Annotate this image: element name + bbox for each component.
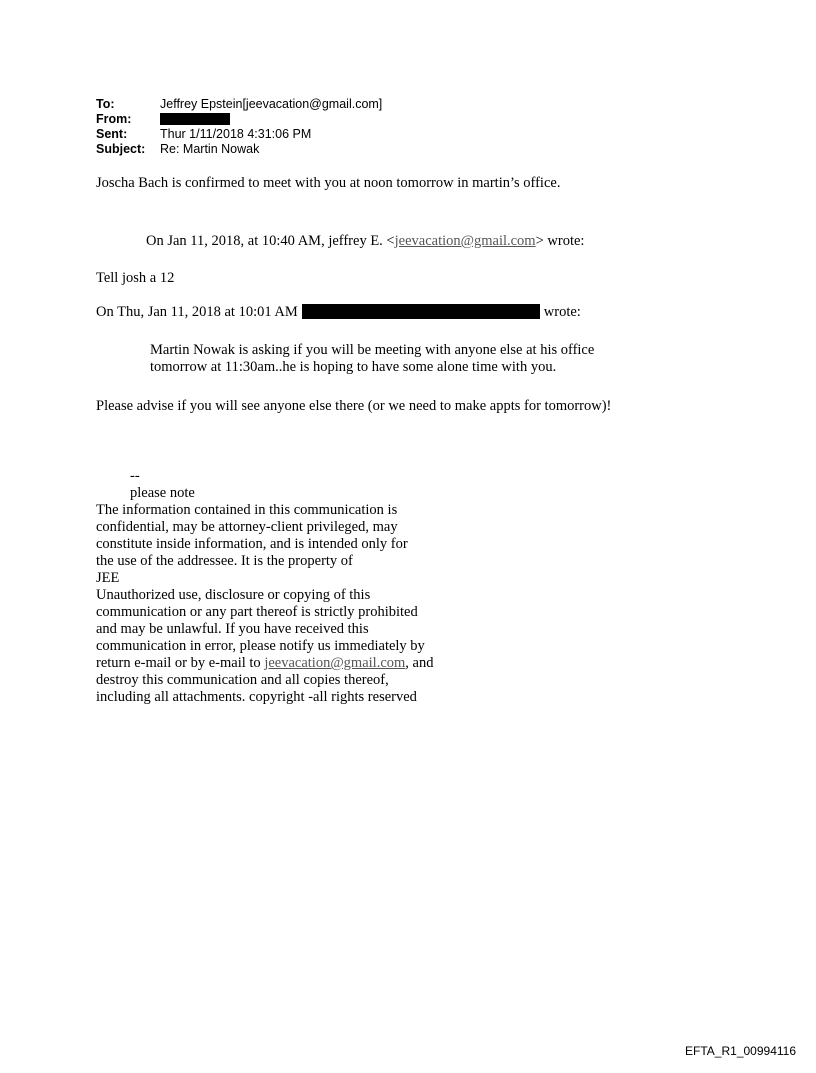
disclaimer-line: Unauthorized use, disclosure or copying of this [96, 587, 371, 603]
quoted-message [150, 342, 594, 376]
from-row [96, 112, 382, 127]
signature-dashes: -- [130, 468, 140, 484]
disclaimer-line: JEE [96, 570, 120, 586]
sender-redaction [302, 304, 540, 319]
disclaimer-line: constitute inside information, and is intended only for [96, 536, 408, 552]
second-intro-pre: On Thu, Jan 11, 2018 at 10:01 AM [96, 304, 298, 320]
subject-value: Re: Martin Nowak [160, 142, 260, 156]
body-line1: Joscha Bach is confirmed to meet with you at noon tomorrow in martin’s office. [96, 175, 561, 191]
to-label: To: [96, 97, 115, 111]
second-intro [96, 304, 581, 321]
quote-line1: Martin Nowak is asking if you will be meeting with anyone else at his office [150, 342, 595, 358]
disclaimer-line: the use of the addressee. It is the property of [96, 553, 353, 569]
reply-text: Tell josh a 12 [96, 270, 175, 286]
quoted-intro [146, 233, 584, 250]
from-redaction [160, 113, 230, 125]
quote-line2: tomorrow at 11:30am..he is hoping to have some alone time with you. [150, 359, 557, 375]
document-id: EFTA_R1_00994116 [685, 1044, 796, 1058]
disclaimer-return-line [96, 655, 433, 672]
return-pre: return e-mail or by e-mail to [96, 655, 265, 671]
second-intro-post: wrote: [543, 304, 581, 320]
quoted-intro-pre: On Jan 11, 2018, at 10:40 AM, jeffrey E. < [146, 233, 395, 249]
disclaimer-line: confidential, may be attorney-client privileged, may [96, 519, 398, 535]
to-row [96, 97, 382, 112]
disclaimer-line: communication in error, please notify us immediately by [96, 638, 425, 654]
please-note: please note [130, 485, 195, 501]
disclaimer-line: including all attachments. copyright -all rights reserved [96, 689, 417, 705]
disclaimer-line: The information contained in this communication is [96, 502, 398, 518]
quoted-intro-post: > wrote: [535, 233, 585, 249]
from-label: From: [96, 112, 132, 126]
return-email-link[interactable]: jeevacation@gmail.com [264, 655, 406, 671]
sent-value: Thur 1/11/2018 4:31:06 PM [160, 127, 312, 141]
sent-row [96, 127, 382, 142]
disclaimer-line: destroy this communication and all copies thereof, [96, 672, 389, 688]
advise-text: Please advise if you will see anyone else there (or we need to make appts for tomorrow)! [96, 398, 612, 414]
email-header [96, 97, 382, 157]
disclaimer [96, 468, 433, 706]
to-value: Jeffrey Epstein[jeevacation@gmail.com] [160, 97, 383, 111]
quoted-intro-email-link[interactable]: jeevacation@gmail.com [394, 233, 536, 249]
subject-row [96, 142, 382, 157]
subject-label: Subject: [96, 142, 146, 156]
disclaimer-line: communication or any part thereof is strictly prohibited [96, 604, 418, 620]
disclaimer-line: and may be unlawful. If you have received this [96, 621, 369, 637]
return-post: , and [405, 655, 434, 671]
sent-label: Sent: [96, 127, 128, 141]
